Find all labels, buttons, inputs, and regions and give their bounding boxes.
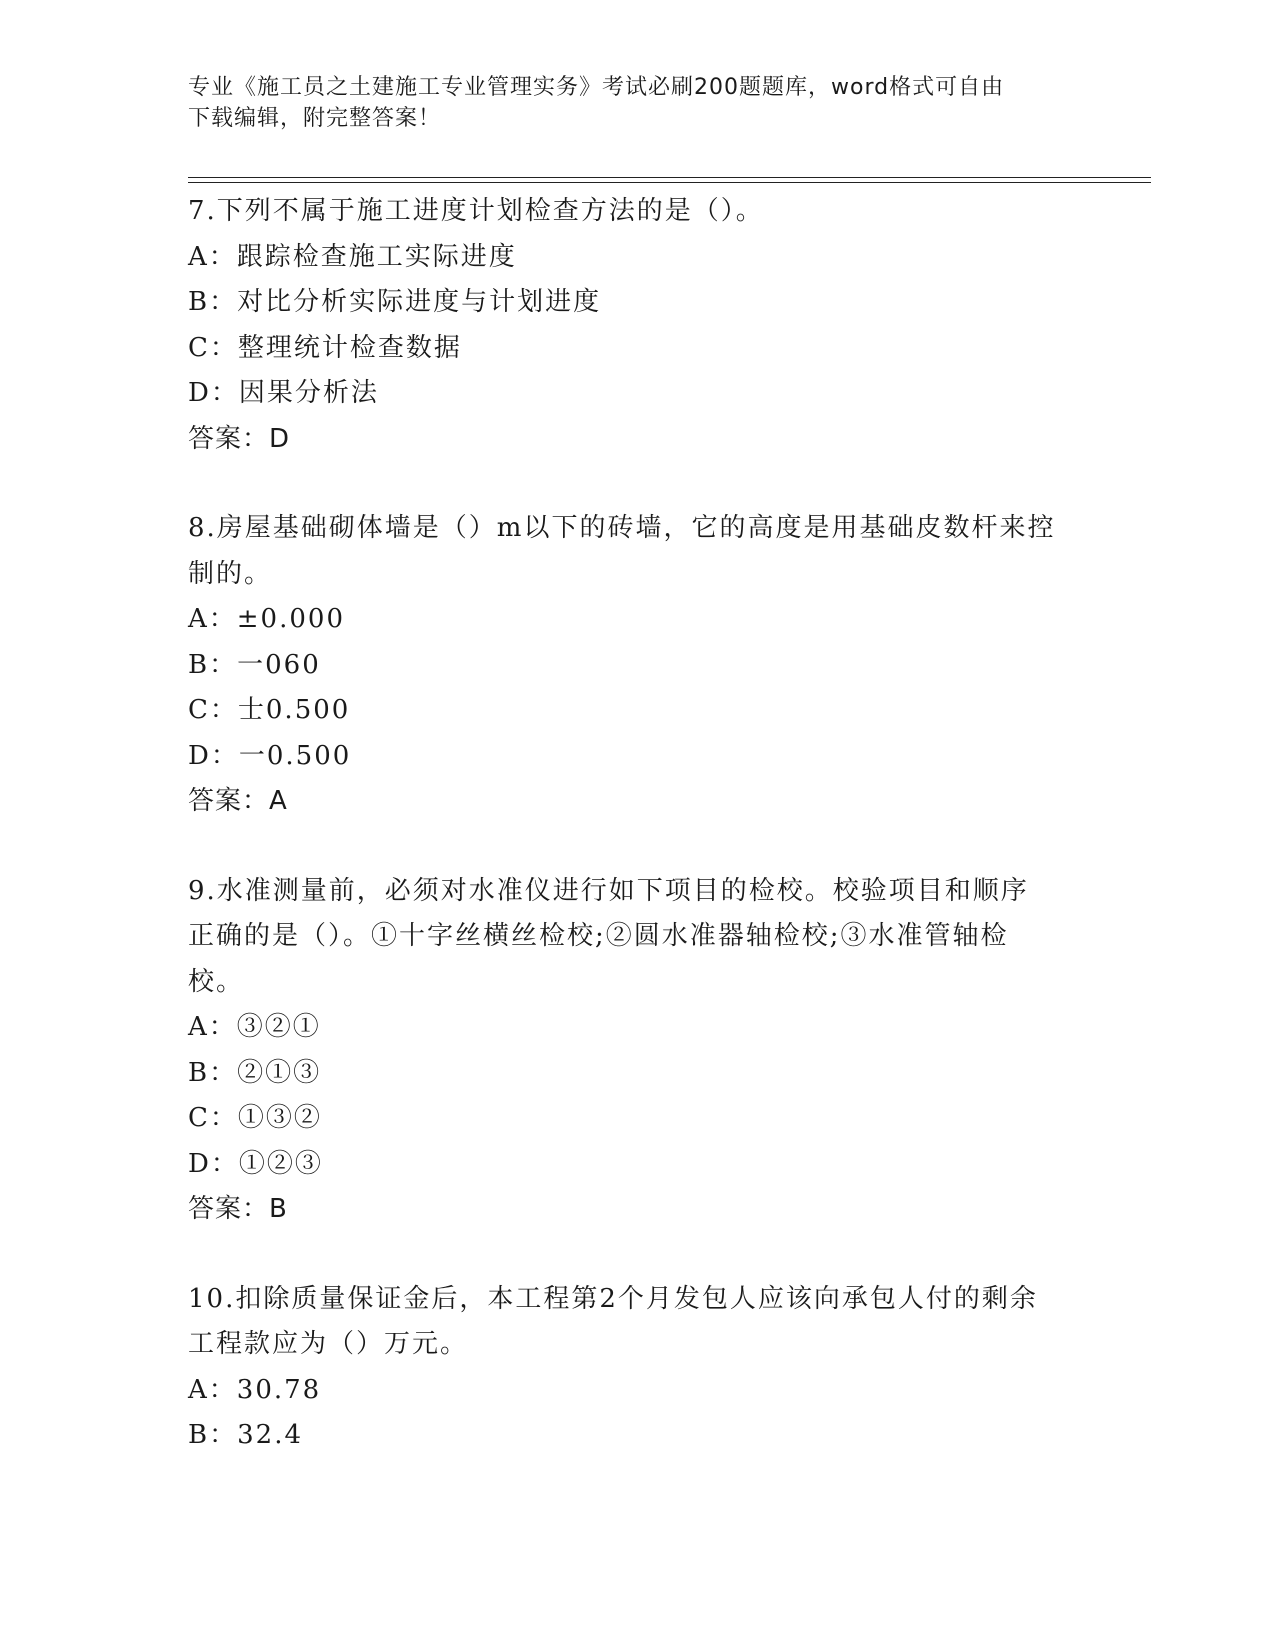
document-header (188, 72, 1088, 134)
option-a: A：±0.000 (188, 604, 345, 634)
header-divider-bottom (188, 182, 1151, 183)
header-line-2: 下载编辑，附完整答案！ (188, 106, 442, 131)
option-b: B：32.4 (188, 1420, 303, 1450)
question-stem-line-2: 正确的是（）。①十字丝横丝检校;②圆水准器轴检校;③水准管轴检 (188, 921, 1009, 951)
question-list (188, 189, 1088, 1459)
option-d: D：一0.500 (188, 740, 352, 771)
answer-line: 答案：A (188, 786, 288, 816)
question-stem-line-2: 工程款应为（）万元。 (188, 1329, 469, 1359)
option-b: B：对比分析实际进度与计划进度 (188, 287, 602, 317)
spacer (188, 825, 1088, 869)
header-divider-top (188, 177, 1151, 178)
option-c: C：①③② (188, 1103, 322, 1133)
option-d: D：因果分析法 (188, 378, 379, 408)
question-10 (188, 1277, 1088, 1459)
spacer (188, 1233, 1088, 1277)
option-c: C：整理统计检查数据 (188, 332, 462, 363)
answer-line: 答案：D (188, 423, 291, 454)
question-stem: 7.下列不属于施工进度计划检查方法的是（）。 (188, 196, 764, 226)
question-7 (188, 189, 1088, 462)
answer-line: 答案：B (188, 1194, 288, 1224)
question-stem-line-2: 制的。 (188, 558, 273, 589)
option-d: D：①②③ (188, 1148, 323, 1179)
option-a: A：30.78 (188, 1374, 322, 1405)
question-8 (188, 506, 1088, 825)
option-b: B：一060 (188, 649, 321, 680)
option-c: C：士0.500 (188, 695, 351, 725)
spacer (188, 462, 1088, 506)
header-line-1: 专业《施工员之土建施工专业管理实务》考试必刷200题题库，word格式可自由 (188, 75, 1005, 100)
option-b: B：②①③ (188, 1057, 322, 1088)
question-stem-line-1: 9.水准测量前，必须对水准仪进行如下项目的检校。校验项目和顺序 (188, 875, 1029, 906)
question-stem-line-1: 8.房屋基础砌体墙是（）m以下的砖墙，它的高度是用基础皮数杆来控 (188, 513, 1056, 543)
question-stem-line-1: 10.扣除质量保证金后，本工程第2个月发包人应该向承包人付的剩余 (188, 1283, 1038, 1314)
question-9 (188, 869, 1088, 1233)
option-a: A：跟踪检查施工实际进度 (188, 241, 517, 272)
option-a: A：③②① (188, 1012, 321, 1042)
question-stem-line-3: 校。 (188, 966, 245, 997)
